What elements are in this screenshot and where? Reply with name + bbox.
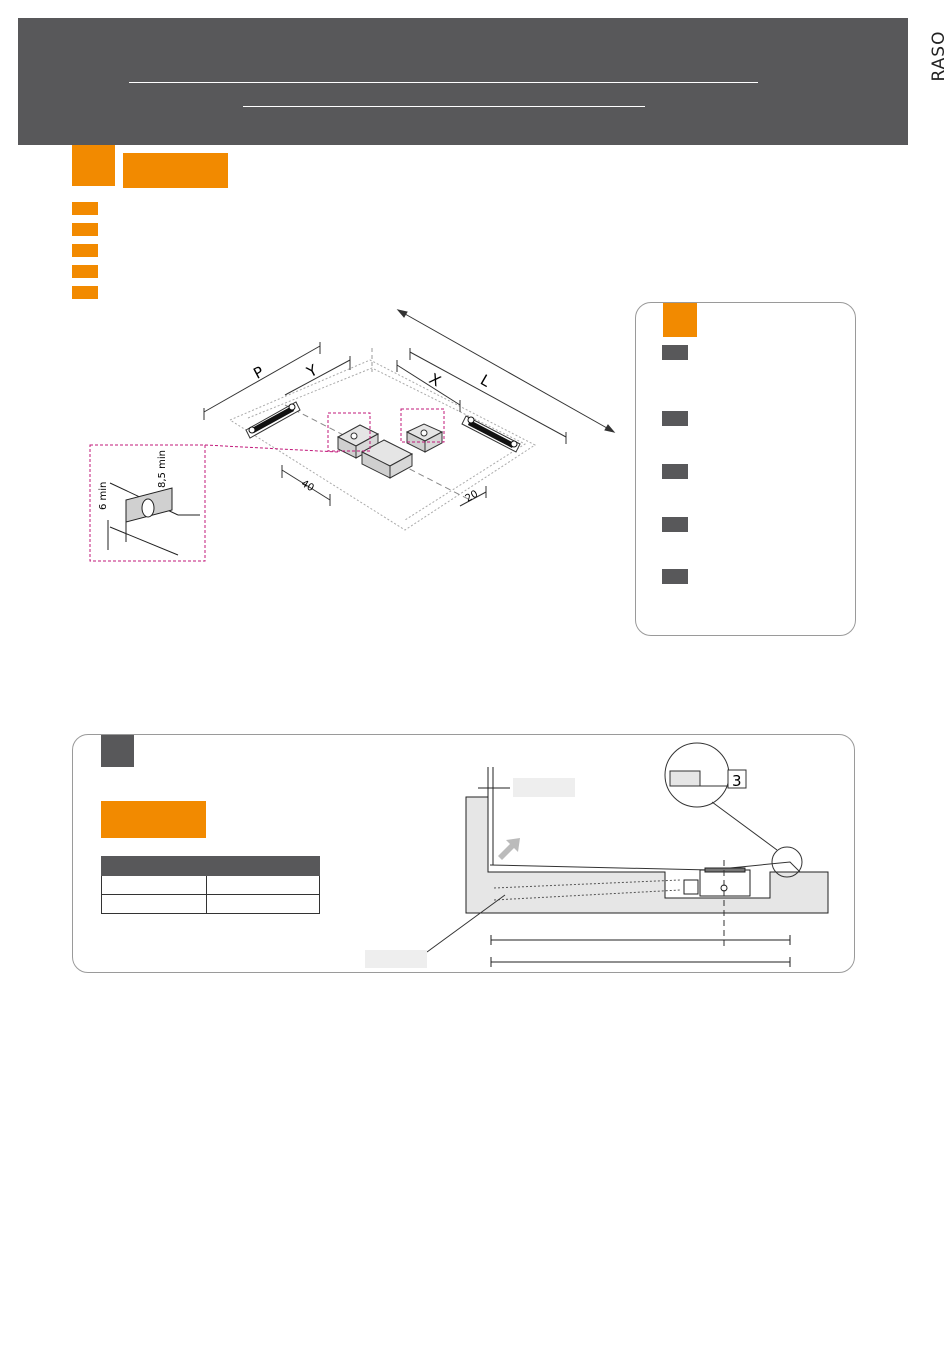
magnifier-leader: [712, 802, 777, 850]
info-bullet-5: [662, 569, 688, 584]
label-x: X: [425, 369, 444, 391]
drain-box-right: [407, 424, 442, 452]
cross-section-diagram: [0, 700, 950, 1000]
info-panel-badge: [663, 303, 697, 337]
right-foot-bracket: [462, 416, 520, 452]
label-y: Y: [303, 360, 321, 382]
label-40: 40: [299, 478, 316, 495]
label-8-5-min: 8,5 min: [157, 450, 168, 488]
floor-label-box: [365, 950, 427, 968]
info-bullet-2: [662, 411, 688, 426]
info-bullet-3: [662, 464, 688, 479]
label-20: 20: [463, 488, 481, 505]
drain-unit: [684, 868, 750, 896]
info-bullet-4: [662, 517, 688, 532]
detail-leader: [205, 445, 338, 452]
magnifier-detail: [670, 771, 700, 786]
bottom-dimension-1: [491, 935, 790, 945]
label-6-min: 6 min: [98, 481, 109, 510]
left-foot-bracket: [246, 402, 300, 438]
bottom-dimension-2: [491, 957, 790, 967]
brand-name-text: RASO: [929, 30, 949, 82]
label-p: P: [250, 362, 267, 383]
gap-label-box: [513, 778, 575, 797]
arrow-icon: [498, 838, 520, 860]
dimension-l: [398, 310, 614, 432]
shower-tray: [490, 862, 800, 872]
label-l: L: [477, 370, 494, 391]
info-bullet-1: [662, 345, 688, 360]
info-panel: [635, 302, 856, 636]
step-dimension-label: 3: [732, 772, 742, 790]
